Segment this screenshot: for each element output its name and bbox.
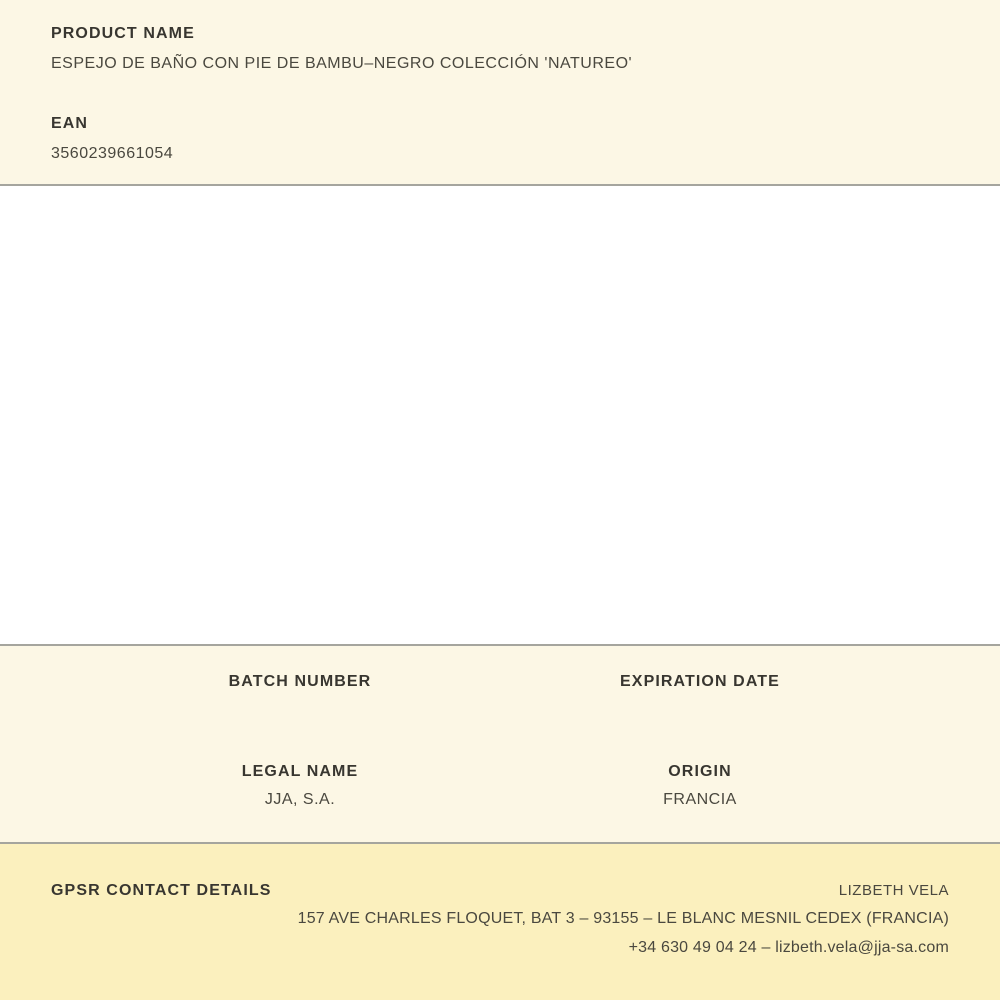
gpsr-phone-email: +34 630 49 04 24 – lizbeth.vela@jja-sa.com: [628, 939, 949, 956]
legal-name-label: LEGAL NAME: [241, 763, 359, 780]
origin-field: [500, 763, 900, 809]
gpsr-contact-section: [0, 844, 1000, 1000]
details-grid: [100, 673, 900, 809]
gpsr-contact-name: LIZBETH VELA: [838, 882, 949, 899]
product-header-section: [0, 0, 1000, 186]
batch-number-label: BATCH NUMBER: [228, 673, 372, 690]
expiration-date-value: [500, 701, 900, 719]
origin-label: ORIGIN: [668, 763, 732, 780]
product-name-value: ESPEJO DE BAÑO CON PIE DE BAMBU–NEGRO COLECCIÓN 'NATUREO': [51, 55, 633, 72]
ean-value: 3560239661054: [51, 145, 174, 162]
gpsr-address: 157 AVE CHARLES FLOQUET, BAT 3 – 93155 – LE BLANC MESNIL CEDEX (FRANCIA): [297, 910, 949, 927]
ean-label: EAN: [51, 115, 89, 132]
product-name-field: [51, 25, 949, 73]
batch-number-field: [100, 673, 500, 719]
origin-value: FRANCIA: [663, 791, 737, 808]
product-name-label: PRODUCT NAME: [51, 25, 195, 42]
legal-name-value: JJA, S.A.: [264, 791, 336, 808]
expiration-date-field: [500, 673, 900, 719]
batch-number-value: [100, 701, 500, 719]
ean-field: [51, 115, 949, 163]
legal-name-field: [100, 763, 500, 809]
expiration-date-label: EXPIRATION DATE: [620, 673, 780, 690]
details-section: [0, 646, 1000, 844]
gpsr-heading-row: [51, 882, 949, 900]
product-image-area: [0, 186, 1000, 646]
gpsr-heading: GPSR CONTACT DETAILS: [51, 882, 272, 899]
